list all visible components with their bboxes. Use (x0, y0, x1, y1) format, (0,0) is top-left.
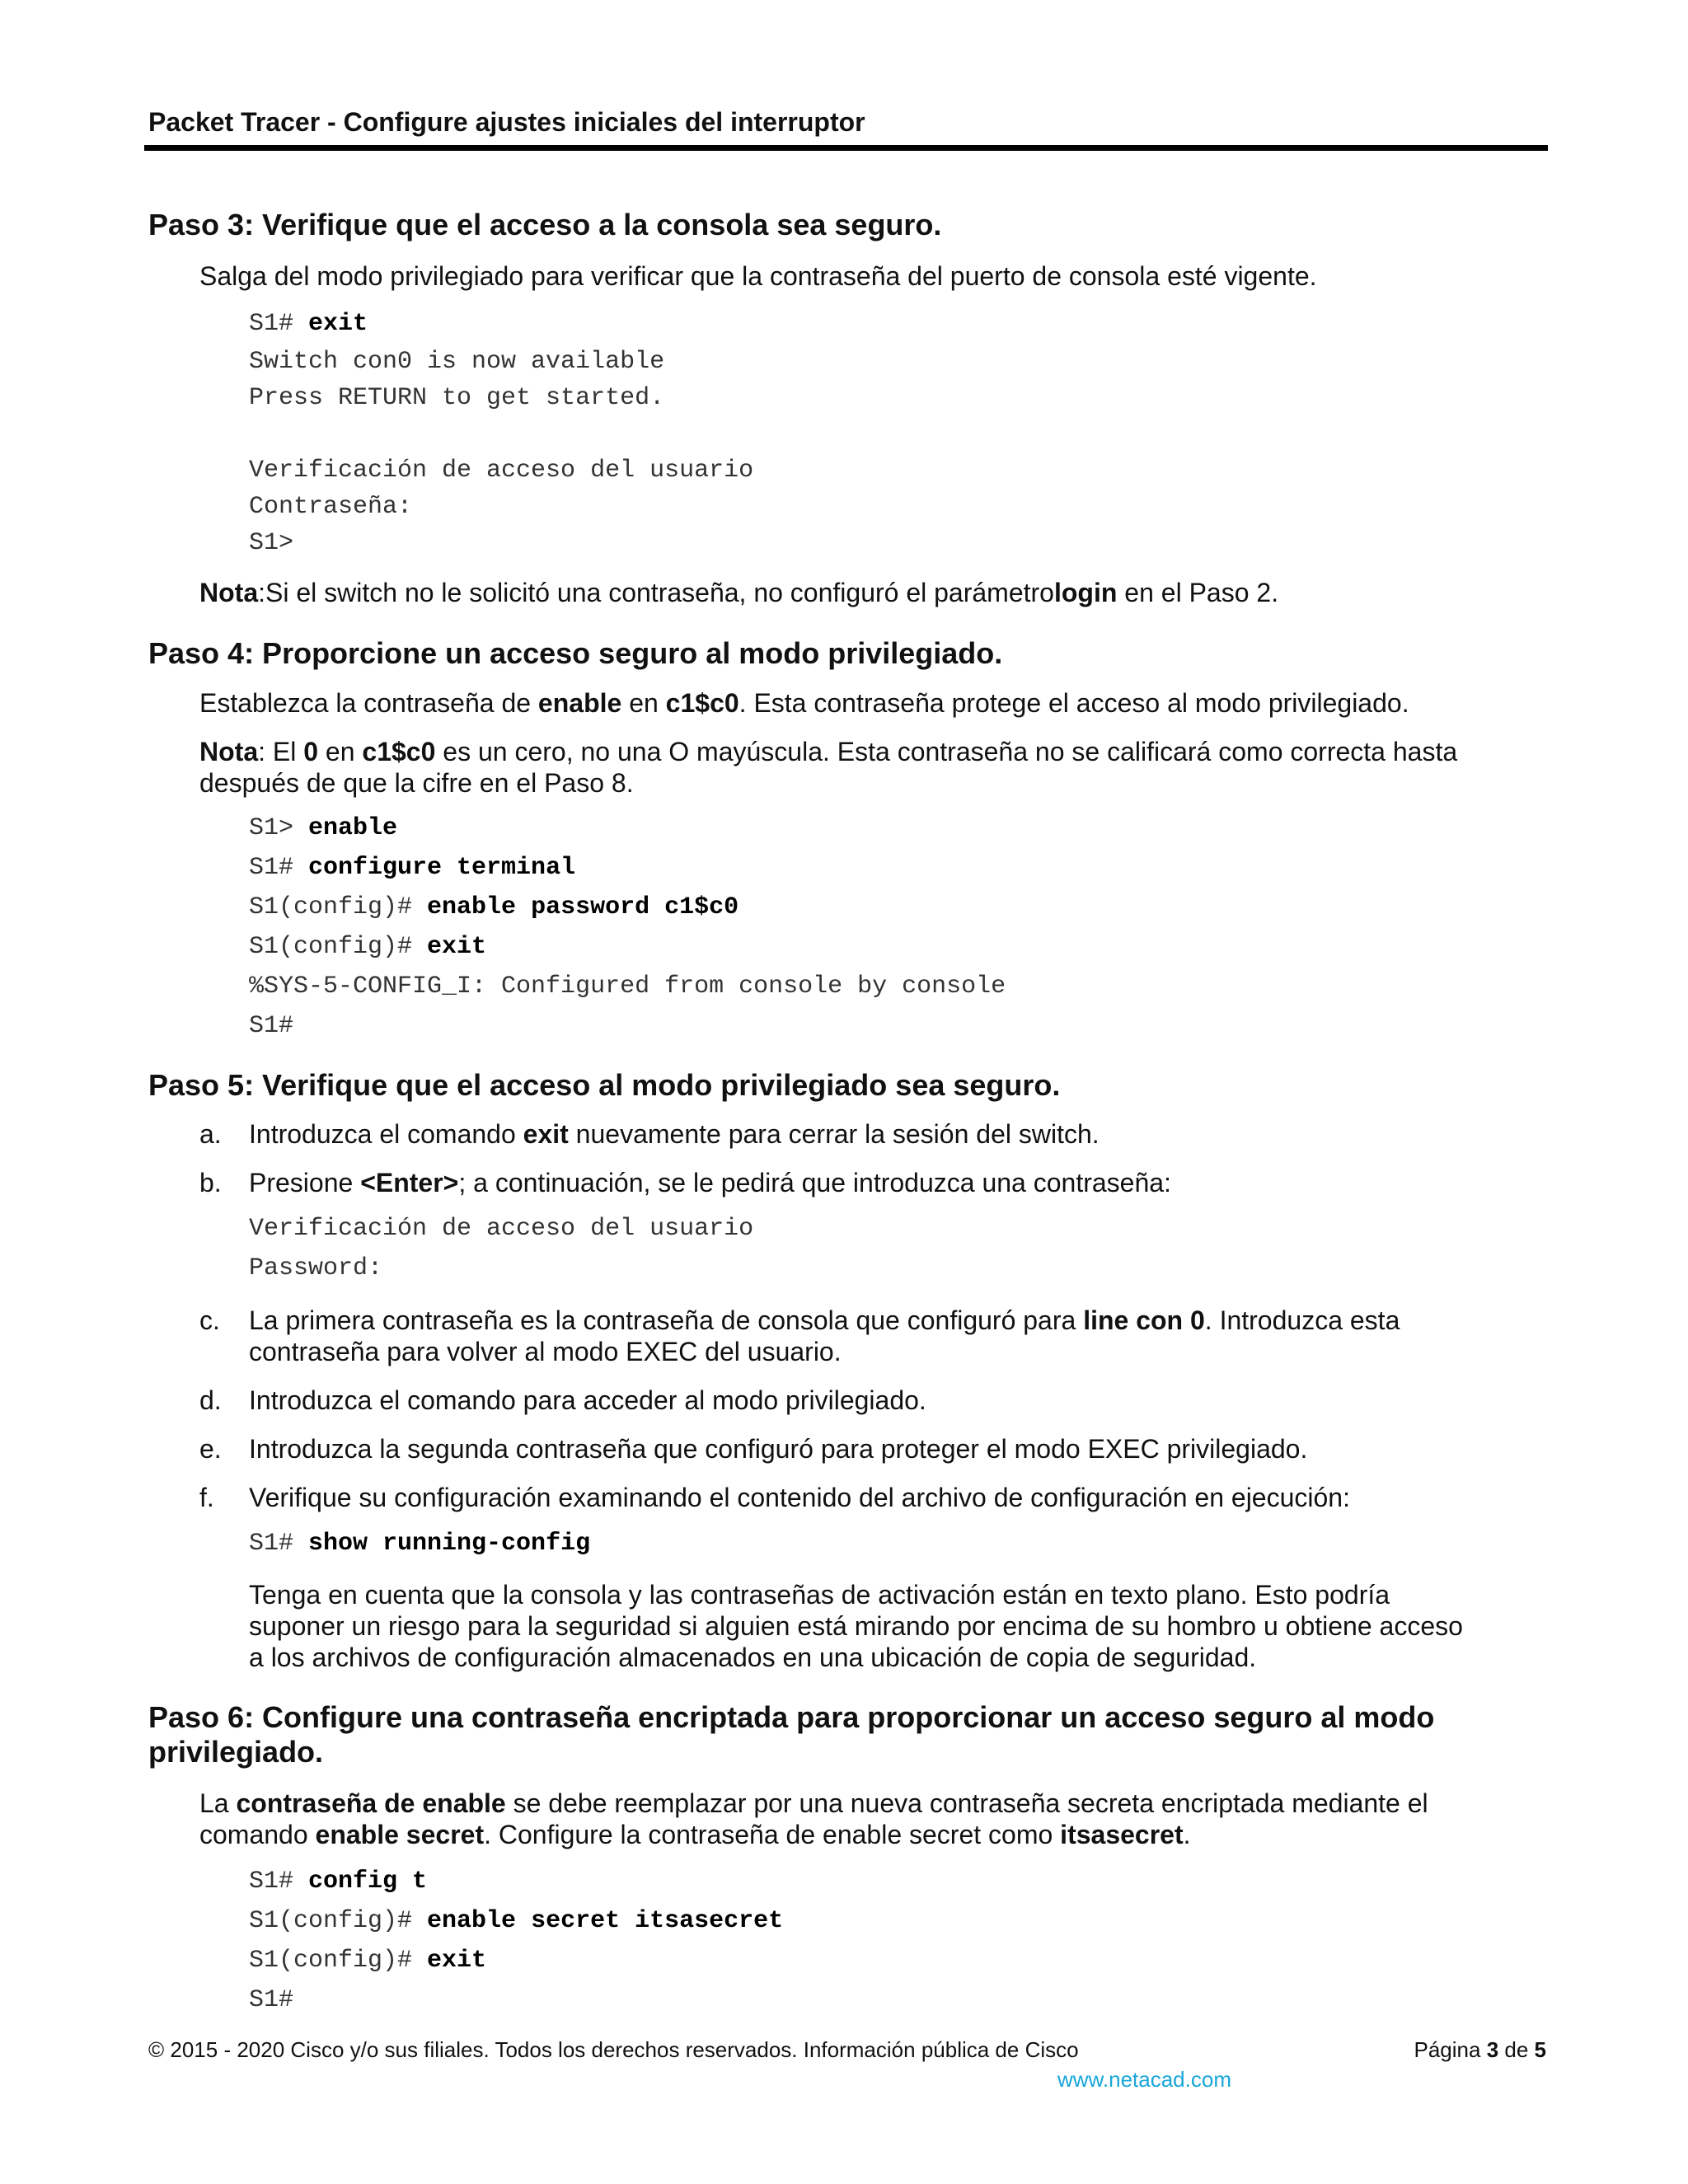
header-rule (144, 145, 1548, 151)
footer-page-number: Página 3 de 5 (1414, 2037, 1546, 2062)
step5-item-a-marker: a. (199, 1119, 222, 1149)
step6-paragraph-line1: La contraseña de enable se debe reemplazar por una nueva contraseña secreta encriptada mediante el (199, 1788, 1428, 1818)
step6-heading: Paso 6: Configure una contraseña encriptada para proporcionar un acceso seguro al modo (148, 1700, 1435, 1734)
step4-note-line2: después de que la cifre en el Paso 8. (199, 768, 634, 798)
step3-intro: Salga del modo privilegiado para verificar que la contraseña del puerto de consola esté vigente. (199, 261, 1317, 291)
step5-item-f: Verifique su configuración examinando el contenido del archivo de configuración en ejecución: (249, 1483, 1350, 1512)
step5-item-b: Presione <Enter>; a continuación, se le pedirá que introduzca una contraseña: (249, 1168, 1171, 1197)
step4-cli-line1: S1> enable (249, 814, 398, 842)
step5-item-e: Introduzca la segunda contraseña que configuró para proteger el modo EXEC privilegiado. (249, 1434, 1308, 1464)
step4-intro: Establezca la contraseña de enable en c1$c0. Esta contraseña protege el acceso al modo privilegiado. (199, 688, 1409, 718)
step5-item-d-marker: d. (199, 1385, 222, 1415)
footer-netacad-link[interactable]: www.netacad.com (1057, 2067, 1231, 2092)
step3-note: Nota:Si el switch no le solicitó una contraseña, no configuró el parámetrologin en el Paso 2. (199, 578, 1279, 607)
step4-cli-line4: S1(config)# exit (249, 933, 487, 961)
step5-f-para-line1: Tenga en cuenta que la consola y las contraseñas de activación están en texto plano. Esto podría (249, 1580, 1390, 1610)
footer-copyright: © 2015 - 2020 Cisco y/o sus filiales. Todos los derechos reservados. Información pública de Cisco (148, 2037, 1079, 2062)
step3-cli-line4: Verificación de acceso del usuario (249, 457, 754, 485)
document-title: Packet Tracer - Configure ajustes iniciales del interruptor (148, 107, 865, 137)
step6-paragraph-line2: comando enable secret. Configure la contraseña de enable secret como itsasecret. (199, 1820, 1191, 1849)
step5-item-b-marker: b. (199, 1168, 222, 1197)
step6-cli-line4: S1# (249, 1986, 294, 2014)
step5-item-c: La primera contraseña es la contraseña de consola que configuró para line con 0. Introduzca esta (249, 1305, 1400, 1335)
step4-heading: Paso 4: Proporcione un acceso seguro al modo privilegiado. (148, 636, 1003, 670)
step5-f-para-line3: a los archivos de configuración almacenados en una ubicación de copia de seguridad. (249, 1643, 1257, 1672)
step3-cli-line3: Press RETURN to get started. (249, 384, 665, 412)
step5-item-e-marker: e. (199, 1434, 222, 1464)
step6-cli-line2: S1(config)# enable secret itsasecret (249, 1907, 784, 1935)
step3-cli-line6: S1> (249, 529, 294, 557)
step5-f-cli-line1: S1# show running-config (249, 1530, 591, 1558)
step3-cli-line5: Contraseña: (249, 493, 413, 521)
step3-heading: Paso 3: Verifique que el acceso a la consola sea seguro. (148, 208, 942, 241)
step5-item-d: Introduzca el comando para acceder al modo privilegiado. (249, 1385, 926, 1415)
step6-cli-line1: S1# config t (249, 1868, 428, 1896)
step6-cli-line3: S1(config)# exit (249, 1947, 487, 1975)
step4-cli-line2: S1# configure terminal (249, 854, 576, 882)
step5-item-f-marker: f. (199, 1483, 214, 1512)
step5-item-c-marker: c. (199, 1305, 220, 1335)
step3-cli-line2: Switch con0 is now available (249, 348, 665, 376)
step5-b-cli-line1: Verificación de acceso del usuario (249, 1215, 754, 1243)
step5-f-para-line2: suponer un riesgo para la seguridad si alguien está mirando por encima de su hombro u obtiene acceso (249, 1611, 1463, 1641)
step4-cli-line6: S1# (249, 1012, 294, 1040)
step5-heading: Paso 5: Verifique que el acceso al modo privilegiado sea seguro. (148, 1068, 1061, 1102)
step4-note: Nota: El 0 en c1$c0 es un cero, no una O mayúscula. Esta contraseña no se calificará como correcta hasta (199, 737, 1458, 766)
step6-heading-line2: privilegiado. (148, 1735, 324, 1769)
step5-item-a: Introduzca el comando exit nuevamente para cerrar la sesión del switch. (249, 1119, 1100, 1149)
step3-cli-line1: S1# exit (249, 310, 368, 338)
step5-item-c-line2: contraseña para volver al modo EXEC del usuario. (249, 1337, 842, 1366)
step4-cli-line5: %SYS-5-CONFIG_I: Configured from console by console (249, 972, 1006, 1001)
step5-b-cli-line2: Password: (249, 1254, 383, 1282)
step4-cli-line3: S1(config)# enable password c1$c0 (249, 893, 739, 921)
